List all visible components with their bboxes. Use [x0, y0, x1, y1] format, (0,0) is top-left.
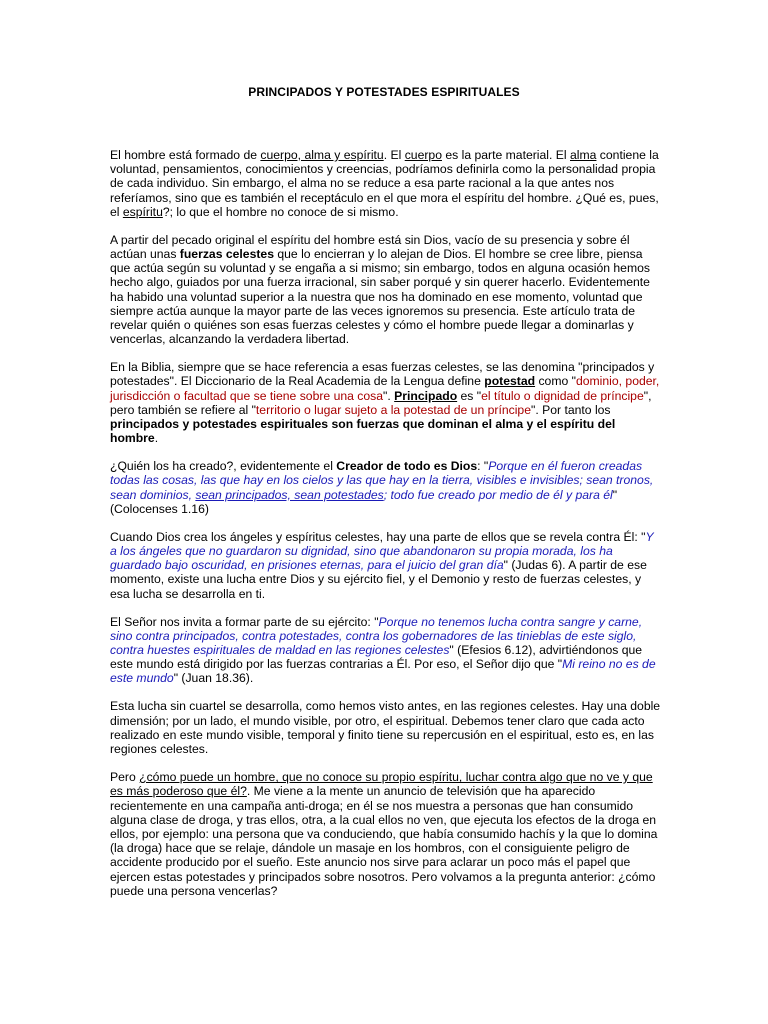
bold-phrase: fuerzas celestes [179, 247, 274, 262]
text-run: ", pero también se refiere al " [110, 388, 652, 417]
underlined-question: ¿cómo puede un hombre, que no conoce su propio espíritu, luchar contra algo que no ve y que es más poderoso que él? [110, 770, 653, 799]
text-run: ?; lo que el hombre no conoce de si mismo. [162, 204, 399, 219]
paragraph-2 [110, 233, 662, 347]
page-title: PRINCIPADOS Y POTESTADES ESPIRITUALES [248, 85, 520, 99]
text-run: ¿Quién los ha creado?, evidentemente el [110, 459, 337, 474]
definition-quote: territorio o lugar sujeto a la potestad de un príncipe [255, 402, 531, 417]
text-run: contiene la voluntad, pensamientos, conocimientos y creencias, podríamos definirla como la personalidad propia de cada individuo. Sin embargo, el alma no se reduce a esa parte racional a la que antes nos referíamos, sino que es también el receptáculo en el que mora el espíritu del hombre. ¿Qué es, pues, el [110, 148, 659, 219]
scripture-quote: Porque en él fueron creadas todas las cosas, las que hay en los cielos y las que hay en la tierra, visibles e invisibles; sean tronos, sean dominios, [110, 459, 654, 502]
text-run: El hombre está formado de [110, 148, 261, 162]
scripture-quote: Porque no tenemos lucha contra sangre y carne, sino contra principados, contra potestades, contra los gobernadores de las tinieblas de este siglo, contra huestes espirituales de maldad en las regiones celestes [110, 614, 643, 658]
text-run: como " [535, 374, 576, 389]
underlined-phrase: espíritu [122, 204, 163, 219]
text-run: es " [457, 388, 482, 403]
definition-quote: dominio, poder, jurisdicción o facultad que se tiene sobre una cosa [110, 374, 660, 403]
bold-phrase: principados y potestades espirituales son fuerzas que dominan el alma y el espíritu del hombre [110, 417, 616, 446]
paragraph-8 [110, 770, 662, 898]
text-run: : " [477, 459, 489, 474]
definition-quote: el título o dignidad de príncipe [481, 388, 644, 403]
text-run: " (Judas 6). A partir de ese momento, existe una lucha entre Dios y su ejército fiel, y el Demonio y resto de fuerzas celestes, y esa lucha se desarrolla en ti. [110, 558, 647, 601]
article-body [110, 148, 662, 912]
text-run: En la Biblia, siempre que se hace referencia a esas fuerzas celestes, se las denomina "principados y potestades". El Diccionario de la Real Academia de la Lengua define [110, 360, 655, 389]
scripture-quote: Mi reino no es de este mundo [110, 657, 656, 686]
text-run: " (Juan 18.36). [173, 671, 254, 686]
underlined-phrase: alma [570, 148, 597, 162]
paragraph-1 [110, 148, 662, 219]
text-run: . [154, 431, 159, 446]
bold-underlined-term: Principado [394, 388, 458, 403]
paragraph-5 [110, 530, 662, 601]
paragraph-3 [110, 360, 662, 445]
bold-phrase: Creador de todo es Dios [336, 459, 478, 474]
bold-underlined-term: potestad [484, 374, 536, 389]
paragraph-7 [110, 699, 662, 756]
underlined-phrase: cuerpo, alma y espíritu [260, 148, 384, 162]
text-run: " (Colocenses 1.16) [110, 487, 618, 516]
scripture-quote-underlined: sean principados, sean potestades [195, 487, 384, 502]
scripture-quote: ; todo fue creado por medio de él y para él [383, 487, 613, 502]
text-run: A partir del pecado original el espíritu del hombre está sin Dios, vacío de su presencia y sobre él actúan unas [110, 232, 630, 262]
text-run: El Señor nos invita a formar parte de su ejército: " [110, 614, 379, 629]
text-run: Esta lucha sin cuartel se desarrolla, como hemos visto antes, en las regiones celestes. Hay una doble dimensión; por un lado, el mundo visible, por otro, el espiritual. Debemos tener claro que cada acto realizado en este mundo visible, temporal y finito tiene su repercusión en el espiritual, esto es, en las regiones celestes. [110, 699, 661, 757]
scripture-quote: Y a los ángeles que no guardaron su dignidad, sino que abandonaron su propia morada, los ha guardado bajo oscuridad, en prisiones eternas, para el juicio del gran día [110, 529, 654, 573]
text-run: Pero [110, 770, 140, 785]
text-run: . El [383, 148, 405, 162]
paragraph-6 [110, 615, 662, 686]
text-run: . Me viene a la mente un anuncio de televisión que ha aparecido recientemente en una campaña anti-droga; en él se nos muestra a personas que han consumido alguna clase de droga, y tras ellos, otra, a la cual ellos no ven, que ejecuta los efectos de la droga en ellos, por ejemplo: una persona que va conduciendo, que había consumido hachís y la que lo domina (la droga) hace que se relaje, dándole un masaje en los hombros, con el consiguiente peligro de accidente producido por el sueño. Este anuncio nos sirve para aclarar un poco más el papel que ejercen estas potestades y principados sobre nosotros. Pero volvamos a la pregunta anterior: ¿cómo puede una persona vencerlas? [110, 784, 658, 898]
text-run: ". [383, 388, 395, 403]
text-run: " (Efesios 6.12), advirtiéndonos que este mundo está dirigido por las fuerzas contrarias a Él. Por eso, el Señor dijo que " [110, 643, 643, 672]
underlined-phrase: cuerpo [404, 148, 442, 162]
text-run: que lo encierran y lo alejan de Dios. El hombre se cree libre, piensa que actúa según su voluntad y se engaña a si mismo; sin embargo, todos en alguna ocasión hemos hecho algo, guiados por una fuerza irracional, sin saber porqué y sin querer hacerlo. Evidentemente ha habido una voluntad superior a la nuestra que nos ha dominado en ese momento, voluntad que siempre actúa aunque la mayor parte de las veces ignoremos su presencia. Este artículo trata de revelar quién o quiénes son esas fuerzas celestes y cómo el hombre puede llegar a dominarlas y vencerlas, alcanzando la verdadera libertad. [110, 247, 650, 347]
paragraph-4 [110, 459, 662, 516]
text-run: ". Por tanto los [531, 402, 611, 417]
text-run: es la parte material. El [441, 148, 570, 162]
text-run: Cuando Dios crea los ángeles y espíritus celestes, hay una parte de ellos que se revela contra Él: " [110, 529, 646, 544]
